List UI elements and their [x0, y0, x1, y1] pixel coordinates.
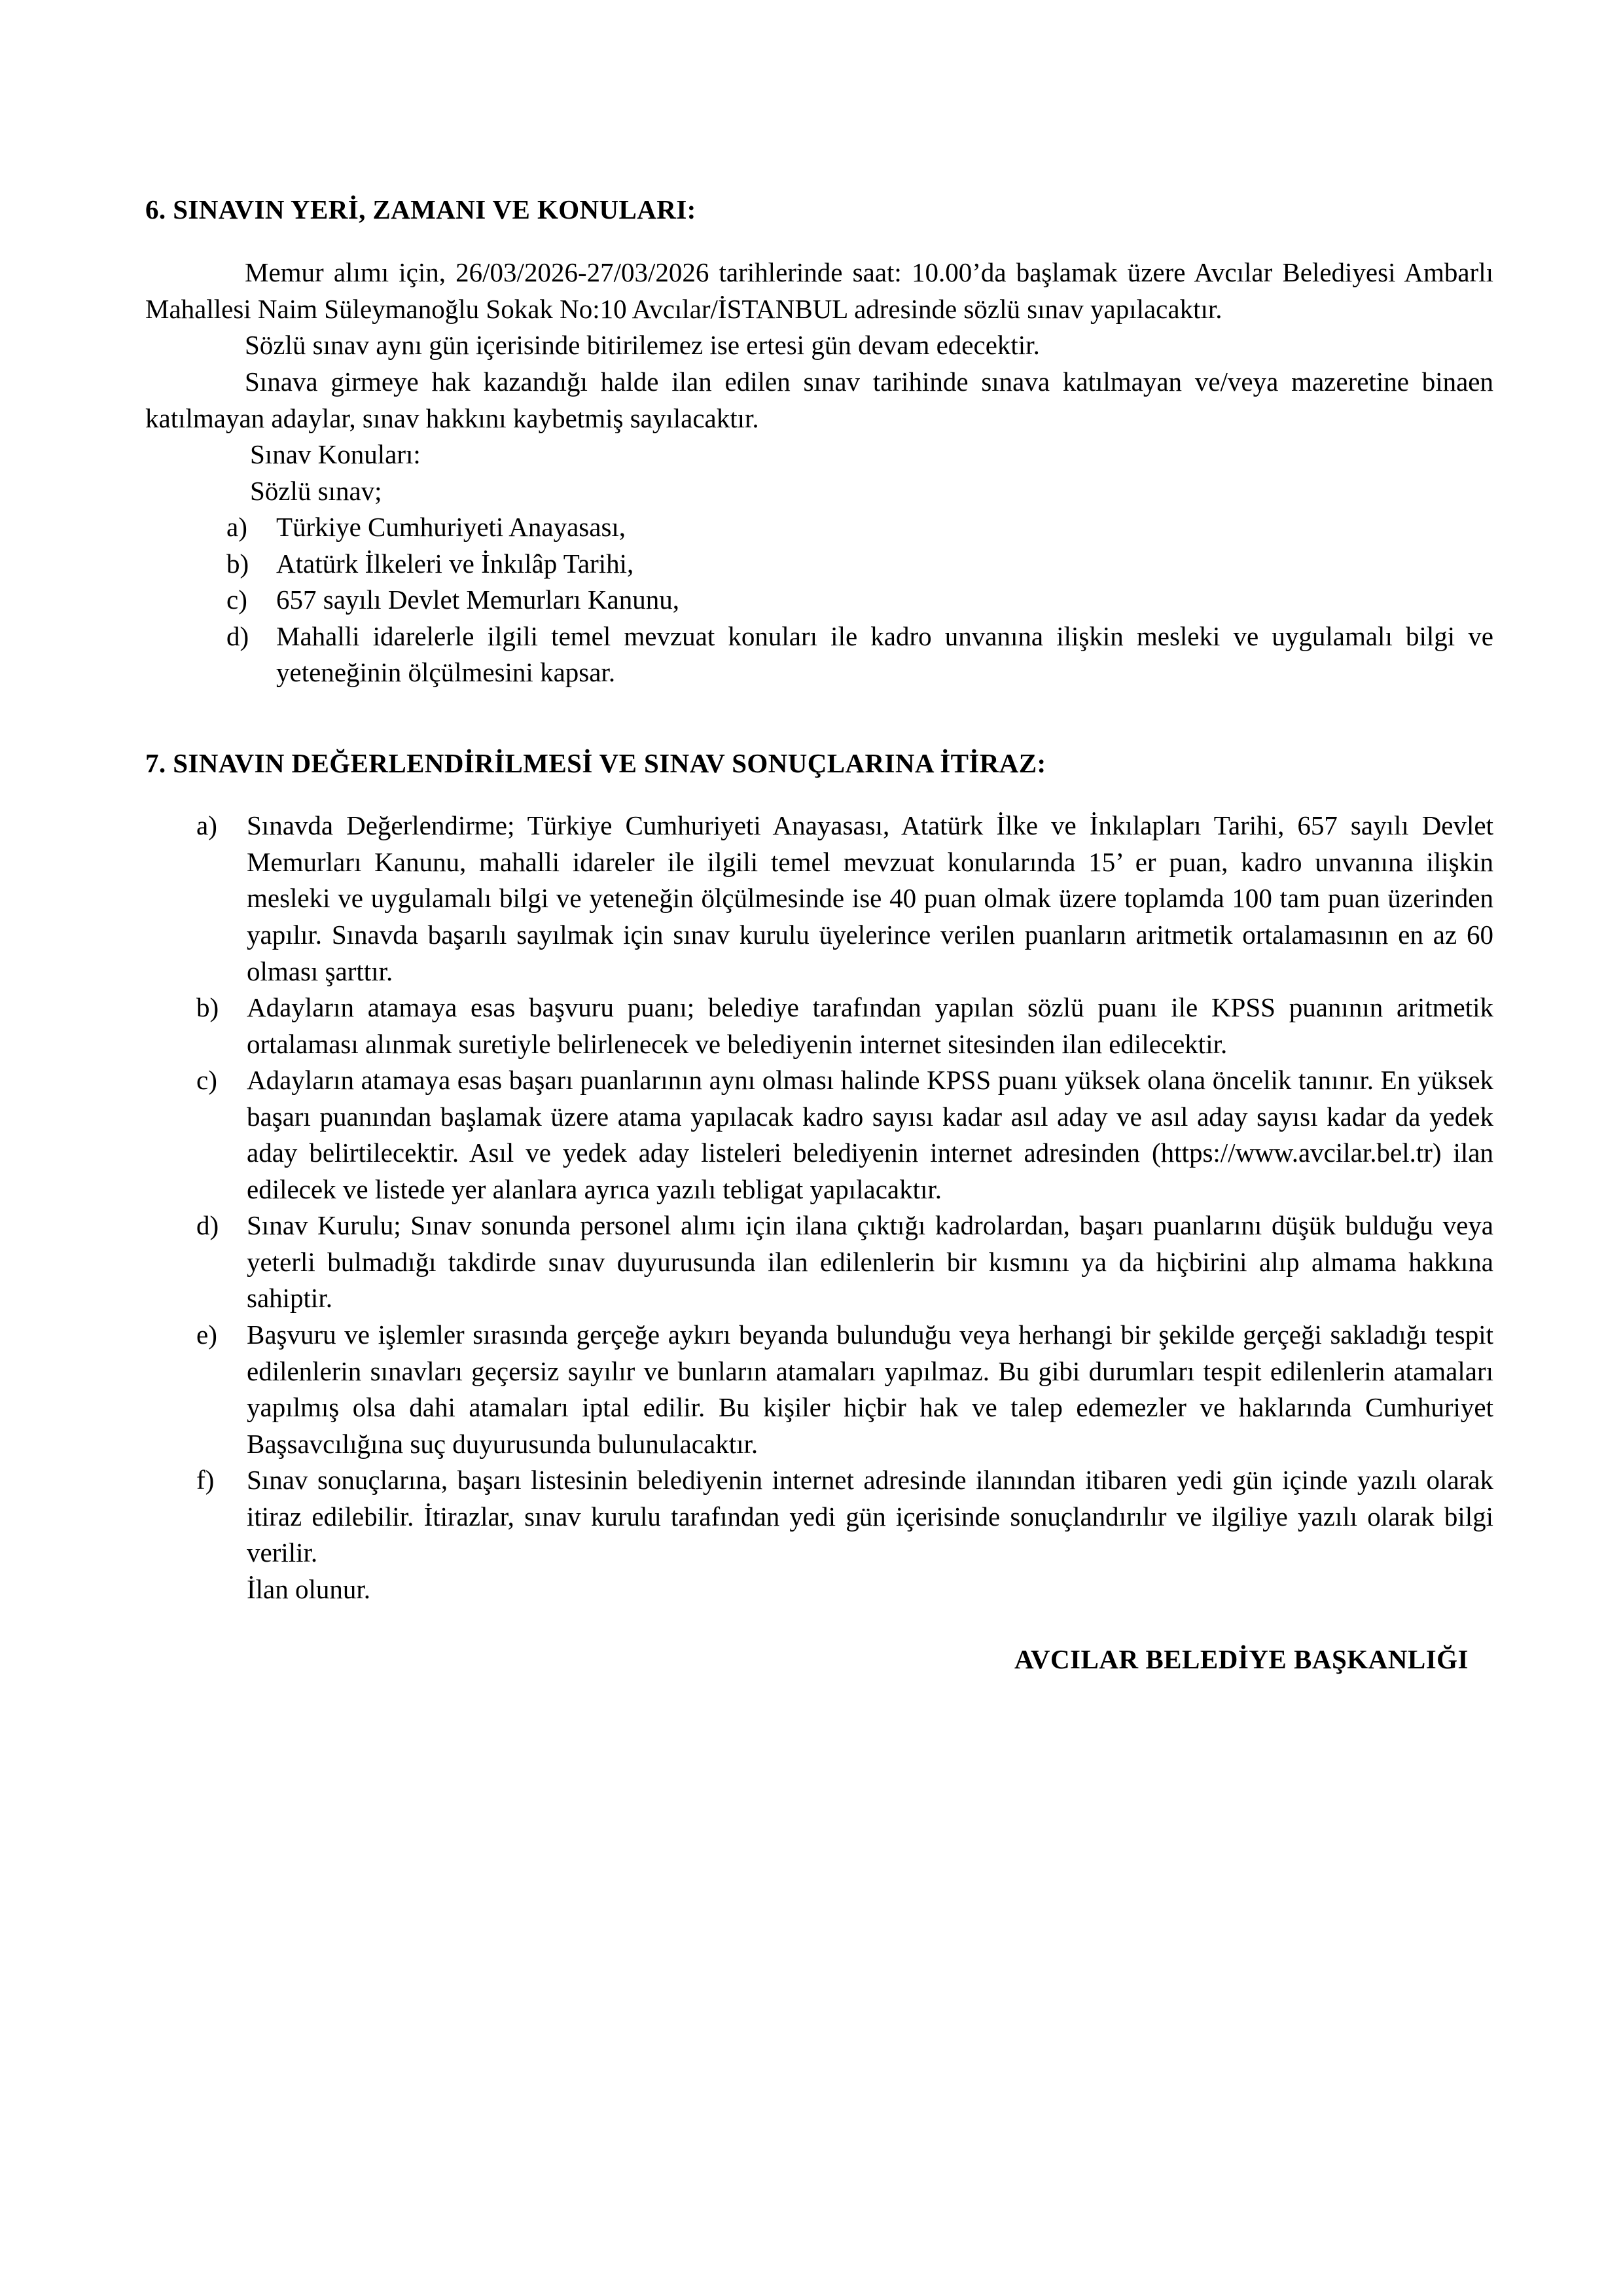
list-item-text: Türkiye Cumhuriyeti Anayasası,	[276, 512, 626, 543]
section-6-paragraph-2: Sözlü sınav aynı gün içerisinde bitirilemez ise ertesi gün devam edecektir.	[245, 330, 1040, 361]
list-item	[145, 1317, 1493, 1462]
list-item	[145, 582, 1493, 619]
list-marker: b)	[226, 548, 249, 579]
section-7-evaluation-list	[145, 808, 1493, 1571]
document-body	[145, 194, 1493, 1678]
list-item	[145, 1062, 1493, 1208]
list-item	[145, 808, 1493, 990]
oral-exam-label: Sözlü sınav;	[250, 475, 382, 506]
list-marker: d)	[226, 620, 249, 651]
list-item-text: Sınav Kurulu; Sınav sonunda personel alımı için ilana çıktığı kadrolardan, başarı puanlarını düşük bulduğu veya yeterli bulmadığı takdirde sınav duyurusunda ilan edilenlerin bir kısmını ya da hiçbirini alıp almama hakkına sahiptir.	[247, 1210, 1493, 1314]
list-item-text: Atatürk İlkeleri ve İnkılâp Tarihi,	[276, 548, 634, 579]
list-marker: b)	[196, 992, 219, 1023]
list-marker: f)	[196, 1465, 215, 1496]
list-marker: a)	[226, 512, 247, 543]
list-item	[145, 1208, 1493, 1317]
section-6-paragraph-1: Memur alımı için, 26/03/2026-27/03/2026 tarihlerinde saat: 10.00’da başlamak üzere Avcılar Belediyesi Ambarlı Mahallesi Naim Süleymanoğlu Sokak No:10 Avcılar/İSTANBUL adresinde sözlü sınav yapılacaktır.	[145, 257, 1493, 324]
list-item	[145, 619, 1493, 691]
list-item-text: 657 sayılı Devlet Memurları Kanunu,	[276, 584, 680, 615]
list-item	[145, 1462, 1493, 1571]
section-7-heading: 7. SINAVIN DEĞERLENDİRİLMESİ VE SINAV SONUÇLARINA İTİRAZ:	[145, 747, 1046, 778]
list-item-text: Sınav sonuçlarına, başarı listesinin belediyenin internet adresinde ilanından itibaren yedi gün içinde yazılı olarak itiraz edilebilir. İtirazlar, sınav kurulu tarafından yedi gün içerisinde sonuçlandırılır ve ilgiliye yazılı olarak bilgi verilir.	[247, 1465, 1493, 1568]
signature-authority: AVCILAR BELEDİYE BAŞKANLIĞI	[1014, 1644, 1469, 1675]
list-item-text: Adayların atamaya esas başvuru puanı; belediye tarafından yapılan sözlü puanı ile KPSS puanının aritmetik ortalaması alınmak suretiyle belirlenecek ve belediyenin internet sitesinden ilan edilecektir.	[247, 992, 1493, 1059]
closing-line: İlan olunur.	[247, 1573, 371, 1604]
list-item	[145, 546, 1493, 583]
exam-topics-block	[145, 437, 1493, 509]
list-item-text: Adayların atamaya esas başarı puanlarının aynı olması halinde KPSS puanı yüksek olana öncelik tanınır. En yüksek başarı puanından başlamak üzere atama yapılacak kadro sayısı kadar asıl aday ve asıl aday sayısı kadar da yedek aday belirtilecektir. Asıl ve yedek aday listeleri belediyenin internet adresinden (https://www.avcilar.bel.tr) ilan edilecek ve listede yer alanlara ayrıca yazılı tebligat yapılacaktır.	[247, 1065, 1493, 1204]
section-6-paragraph-3: Sınava girmeye hak kazandığı halde ilan edilen sınav tarihinde sınava katılmayan ve/veya mazeretine binaen katılmayan adaylar, sınav hakkını kaybetmiş sayılacaktır.	[145, 367, 1493, 433]
list-marker: d)	[196, 1210, 219, 1241]
section-6-heading: 6. SINAVIN YERİ, ZAMANI VE KONULARI:	[145, 194, 696, 224]
list-marker: e)	[196, 1319, 217, 1350]
list-item	[145, 990, 1493, 1062]
list-item-text: Başvuru ve işlemler sırasında gerçeğe aykırı beyanda bulunduğu veya herhangi bir şekilde gerçeği sakladığı tespit edilenlerin sınavları geçersiz sayılır ve bunların atamaları yapılmaz. Bu gibi durumları tespit edilenlerin atamaları yapılmış olsa dahi atamaları iptal edilir. Bu kişiler hiçbir hak ve talep edemezler ve haklarında Cumhuriyet Başsavcılığına suç duyurusunda bulunulacaktır.	[247, 1319, 1493, 1459]
list-marker: c)	[226, 584, 247, 615]
exam-topics-label: Sınav Konuları:	[250, 439, 421, 470]
list-marker: a)	[196, 810, 217, 841]
section-6-topic-list	[145, 509, 1493, 691]
list-item-text: Mahalli idarelerle ilgili temel mevzuat konuları ile kadro unvanına ilişkin mesleki ve uygulamalı bilgi ve yeteneğinin ölçülmesini kapsar.	[276, 620, 1493, 688]
list-marker: c)	[196, 1065, 217, 1096]
list-item	[145, 509, 1493, 546]
list-item-text: Sınavda Değerlendirme; Türkiye Cumhuriyeti Anayasası, Atatürk İlke ve İnkılapları Tarihi, 657 sayılı Devlet Memurları Kanunu, mahalli idareler ile ilgili temel mevzuat konularında 15’ er puan, kadro unvanına ilişkin mesleki ve uygulamalı bilgi ve yeteneğin ölçülmesinde ise 40 puan olmak üzere toplamda 100 tam puan üzerinden yapılır. Sınavda başarılı sayılmak için sınav kurulu üyelerince verilen puanların aritmetik ortalamasının en az 60 olması şarttır.	[247, 810, 1493, 986]
